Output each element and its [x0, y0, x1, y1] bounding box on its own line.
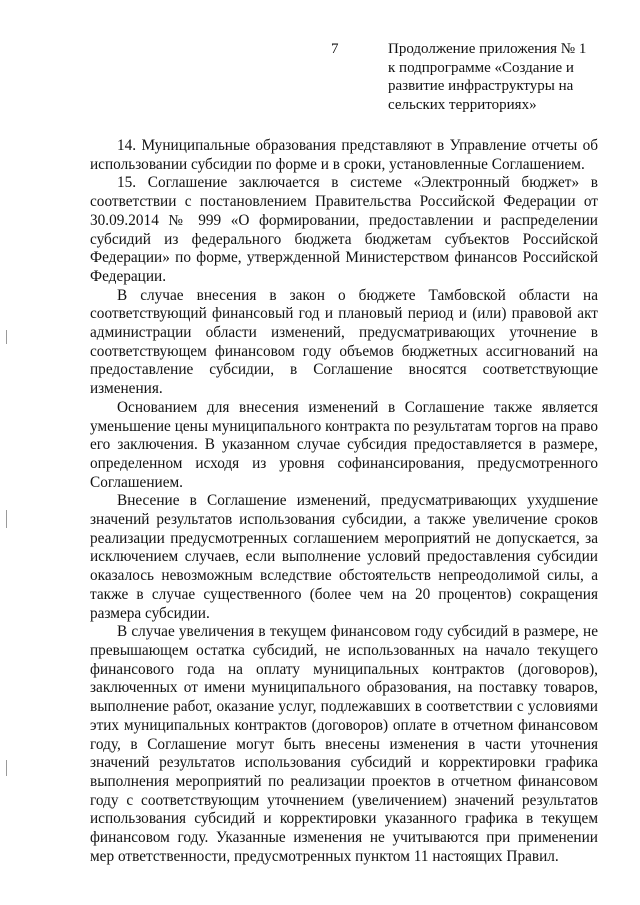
appendix-header-note [388, 40, 608, 114]
paragraph-item-14: 14. Муниципальные образования представляют в Управление отчеты об использовании субсидии по форме и в сроки, установленные Соглашением. [90, 137, 598, 173]
paragraph-item-15: 15. Соглашение заключается в системе «Электронный бюджет» в соответствии с постановлением Правительства Российской Федерации от 30.09.2014 № 999 «О формировании, предоставлении и распределении субсидий из федерального бюджета бюджетам субъектов Российской Федерации» по форме, утвержденной Министерством финансов Российской Федерации. [90, 174, 598, 285]
scan-edge-mark [6, 760, 7, 776]
header-note-line: развитие инфраструктуры на [388, 78, 574, 94]
scan-edge-mark [6, 510, 7, 528]
page-number: 7 [331, 41, 339, 57]
header-note-line: к подпрограмме «Создание и [388, 59, 574, 76]
header-note-line: Продолжение приложения № 1 [388, 41, 587, 57]
paragraph-worsening-results: Внесение в Соглашение изменений, предусматривающих ухудшение значений результатов использования субсидии, а также увеличение сроков реализации предусмотренных соглашением мероприятий не допускается, за исключением случаев, если выполнение условий предоставления субсидии оказалось невозможным вследствие обстоятельств непреодолимой силы, а также в случае существенного (более чем на 20 процентов) сокращения размера субсидии. [90, 492, 598, 622]
paragraph-subsidy-increase: В случае увеличения в текущем финансовом году субсидий в размере, не превышающем остатка субсидий, не использованных на начало текущего финансового года на оплату муниципальных контрактов (договоров), заключенных от имени муниципального образования, на поставку товаров, выполнение работ, оказание услуг, подлежавших в соответствии с условиями этих муниципальных контрактов (договоров) оплате в отчетном финансовом году, в Соглашение могут быть внесены изменения в части уточнения значений результатов использования субсидий и корректировки графика выполнения мероприятий по реализации проектов в отчетном финансовом году с соответствующим уточнением (увеличением) значений результатов использования субсидий и корректировки указанного графика в текущем финансовом году. Указанные изменения не учитываются при применении мер ответственности, предусмотренных пунктом 11 настоящих Правил. [90, 623, 598, 865]
paragraph-contract-price-reduction: Основанием для внесения изменений в Соглашение также является уменьшение цены муниципального контракта по результатам торгов на право его заключения. В указанном случае субсидия предоставляется в размере, определенном исходя из уровня софинансирования, предусмотренного Соглашением. [90, 398, 598, 491]
paragraph-budget-law-changes: В случае внесения в закон о бюджете Тамбовской области на соответствующий финансовый год и плановый период и (или) правовой акт администрации области изменений, предусматривающих уточнение в соответствующем финансовом году объемов бюджетных ассигнований на предоставление субсидии, в Соглашение вносятся соответствующие изменения. [90, 286, 598, 398]
document-body [90, 137, 598, 866]
scan-edge-mark [6, 330, 7, 344]
header-note-line: сельских территориях» [388, 96, 537, 113]
